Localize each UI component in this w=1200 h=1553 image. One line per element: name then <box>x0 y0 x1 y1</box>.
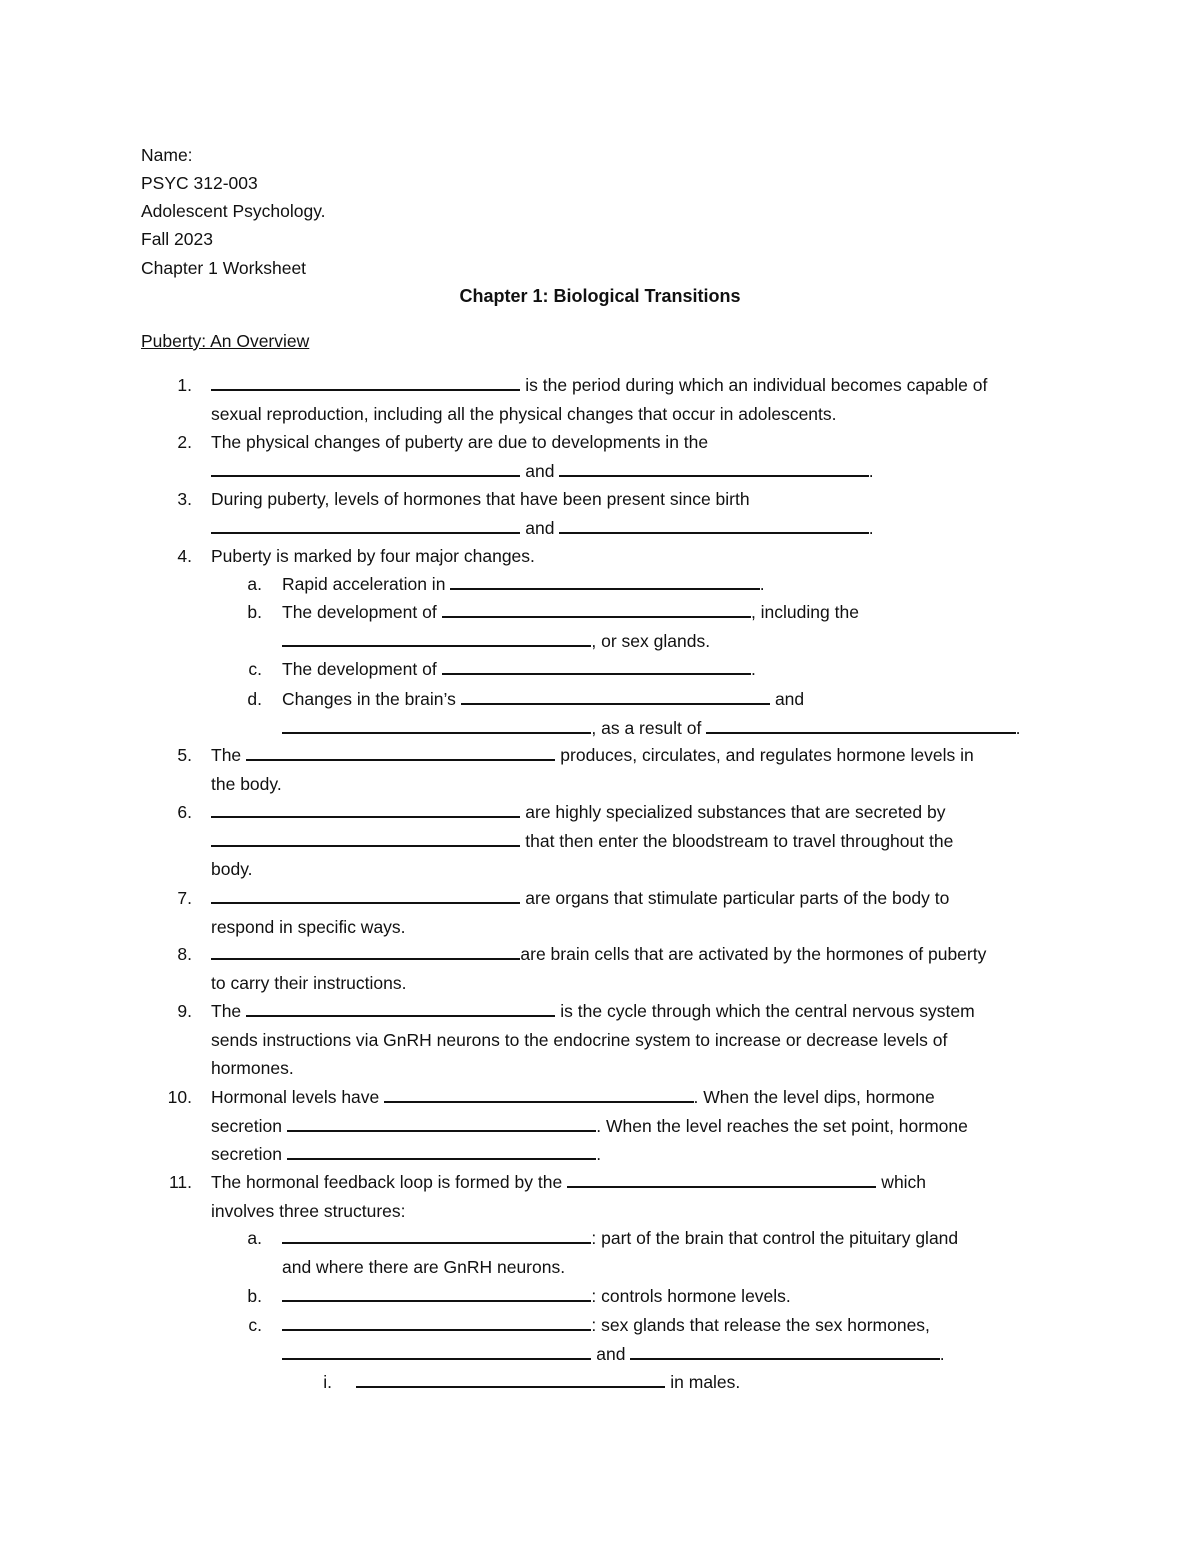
item-text-line: sexual reproduction, including all the physical changes that occur in adolescents. <box>211 403 837 424</box>
name-label: Name: <box>141 145 193 165</box>
item-marker: b. <box>247 1286 262 1306</box>
item-text-line: secretion . <box>211 1144 602 1164</box>
item-text-line: and where there are GnRH neurons. <box>282 1256 566 1277</box>
course-code: PSYC 312-003 <box>141 173 258 193</box>
item-text-line: The development of , including the <box>282 602 859 622</box>
answer-blank[interactable] <box>287 1144 596 1160</box>
item-marker: d. <box>247 689 262 709</box>
item-text-line: The hormonal feedback loop is formed by the which <box>211 1172 927 1192</box>
answer-blank[interactable] <box>211 518 520 534</box>
item-text-line: : part of the brain that control the pituitary gland <box>282 1228 958 1249</box>
answer-blank[interactable] <box>461 689 770 705</box>
item-text-line: During puberty, levels of hormones that have been present since birth <box>211 489 750 509</box>
item-marker: a. <box>247 1228 262 1248</box>
item-text-line: Rapid acceleration in . <box>282 574 765 594</box>
item-text-line: : sex glands that release the sex hormones, <box>282 1315 930 1336</box>
item-text-line: to carry their instructions. <box>211 972 407 993</box>
item-marker: i. <box>323 1372 332 1392</box>
item-marker: 11. <box>168 1172 192 1192</box>
item-marker: 6. <box>177 802 192 822</box>
answer-blank[interactable] <box>211 461 520 477</box>
item-text-line: are brain cells that are activated by the hormones of puberty <box>211 944 986 965</box>
item-text-line: is the period during which an individual becomes capable of <box>211 375 987 396</box>
item-marker: 3. <box>177 489 192 509</box>
answer-blank[interactable] <box>630 1344 939 1360</box>
item-text-line: : controls hormone levels. <box>282 1286 791 1307</box>
answer-blank[interactable] <box>282 631 591 647</box>
item-marker: c. <box>248 659 262 679</box>
answer-blank[interactable] <box>384 1087 693 1103</box>
item-marker: 8. <box>177 944 192 964</box>
item-text-line: hormones. <box>211 1058 294 1078</box>
item-marker: 5. <box>177 745 192 765</box>
item-marker: 7. <box>177 888 192 908</box>
answer-blank[interactable] <box>442 602 751 618</box>
item-text-line: in males. <box>356 1372 740 1393</box>
item-marker: b. <box>247 602 262 622</box>
answer-blank[interactable] <box>442 659 751 675</box>
item-text-line: The physical changes of puberty are due to developments in the <box>211 432 709 452</box>
answer-blank[interactable] <box>211 802 520 818</box>
item-text-line: and . <box>211 518 874 539</box>
answer-blank[interactable] <box>282 1344 591 1360</box>
worksheet-label: Chapter 1 Worksheet <box>141 258 307 278</box>
answer-blank[interactable] <box>450 574 759 590</box>
answer-blank[interactable] <box>282 1228 591 1244</box>
item-text-line: respond in specific ways. <box>211 916 406 937</box>
answer-blank[interactable] <box>211 375 520 391</box>
answer-blank[interactable] <box>211 831 520 847</box>
item-text-line: are organs that stimulate particular parts of the body to <box>211 888 949 909</box>
item-text-line: , as a result of . <box>282 718 1020 739</box>
item-marker: 1. <box>177 375 192 395</box>
item-text-line: and . <box>211 461 874 482</box>
item-text-line: body. <box>211 859 253 879</box>
answer-blank[interactable] <box>211 888 520 904</box>
item-text-line: The produces, circulates, and regulates hormone levels in <box>211 745 974 765</box>
answer-blank[interactable] <box>211 944 520 960</box>
item-text-line: , or sex glands. <box>282 631 710 652</box>
answer-blank[interactable] <box>282 1315 591 1331</box>
item-text-line: sends instructions via GnRH neurons to the endocrine system to increase or decrease levels of <box>211 1029 948 1050</box>
page-title: Chapter 1: Biological Transitions <box>459 286 741 306</box>
item-marker: 9. <box>177 1001 192 1021</box>
answer-blank[interactable] <box>706 718 1015 734</box>
item-marker: 10. <box>167 1087 192 1107</box>
term: Fall 2023 <box>141 229 213 249</box>
answer-blank[interactable] <box>356 1372 665 1388</box>
answer-blank[interactable] <box>559 518 868 534</box>
item-text-line: that then enter the bloodstream to travel throughout the <box>211 831 953 852</box>
item-text-line: and . <box>282 1344 945 1365</box>
item-marker: c. <box>248 1315 262 1335</box>
item-marker: a. <box>247 574 262 594</box>
item-text-line: Changes in the brain’s and <box>282 689 805 709</box>
answer-blank[interactable] <box>246 745 555 761</box>
item-text-line: involves three structures: <box>211 1200 406 1221</box>
item-text-line: Hormonal levels have . When the level dips, hormone <box>211 1087 935 1107</box>
item-text-line: The is the cycle through which the central nervous system <box>211 1001 975 1021</box>
item-marker: 2. <box>177 432 192 452</box>
course-title: Adolescent Psychology. <box>141 201 326 221</box>
answer-blank[interactable] <box>567 1172 876 1188</box>
item-marker: 4. <box>177 546 192 566</box>
answer-blank[interactable] <box>559 461 868 477</box>
item-text-line: are highly specialized substances that are secreted by <box>211 802 946 823</box>
answer-blank[interactable] <box>246 1001 555 1017</box>
answer-blank[interactable] <box>282 1286 591 1302</box>
answer-blank[interactable] <box>282 718 591 734</box>
item-text-line: secretion . When the level reaches the set point, hormone <box>211 1115 968 1136</box>
answer-blank[interactable] <box>287 1116 596 1132</box>
item-text-line: the body. <box>211 773 282 794</box>
item-text-line: The development of . <box>282 659 756 679</box>
item-text-line: Puberty is marked by four major changes. <box>211 546 535 566</box>
section-heading: Puberty: An Overview <box>141 331 310 351</box>
